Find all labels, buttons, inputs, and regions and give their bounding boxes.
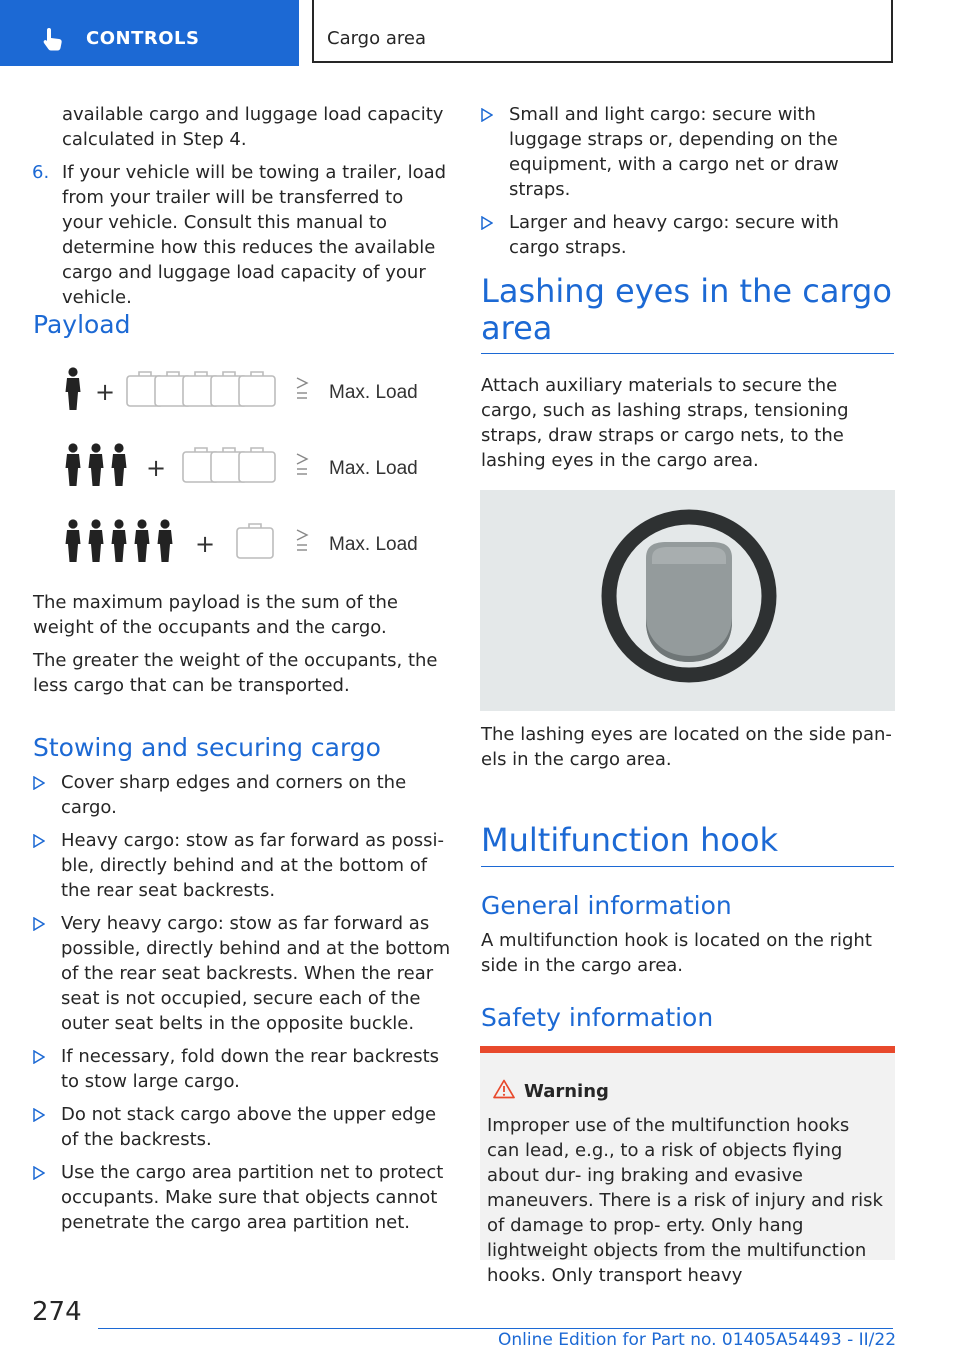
lashing-heading-line-2: area [481, 309, 553, 347]
svg-text:+: + [195, 530, 216, 558]
person-icon [158, 519, 173, 562]
payload-heading: Payload [33, 310, 131, 339]
heading-rule [481, 866, 894, 867]
footer-rule [98, 1328, 893, 1329]
step-continuation [62, 102, 447, 152]
box-icon [237, 524, 273, 558]
less-equal-icon [297, 530, 307, 550]
hand-icon [40, 26, 66, 52]
heading-rule [481, 353, 894, 354]
bullet-triangle-icon [33, 776, 45, 790]
list-item-text: Small and light cargo: secure with luggage straps or, depending on the equipment, with a cargo net or draw straps. [509, 104, 839, 200]
list-item-text: Heavy cargo: stow as far forward as possi‐ ble, directly behind and at the bottom of the rear seat backrests. [61, 830, 444, 901]
list-item-text: If necessary, fold down the rear backrests to stow large cargo. [61, 1046, 440, 1092]
svg-text:+: + [146, 454, 167, 482]
stowing-heading: Stowing and securing cargo [33, 733, 381, 762]
lashing-eye-image [480, 490, 895, 711]
warning-box [480, 1046, 895, 1286]
list-item [33, 911, 451, 1036]
safety-info-heading: Safety information [481, 1003, 714, 1032]
bullet-triangle-icon [33, 834, 45, 848]
list-item-text: Larger and heavy cargo: secure with cargo straps. [509, 212, 839, 258]
list-item [33, 1044, 451, 1094]
lashing-heading-line-1: Lashing eyes in the cargo [481, 272, 892, 310]
list-item [33, 828, 451, 903]
person-icon [89, 519, 104, 562]
lashing-heading [481, 273, 893, 347]
warning-triangle-icon [493, 1079, 515, 1099]
payload-illustration [33, 362, 453, 572]
step-continuation-text: available cargo and luggage load capacity calculated in Step 4. [62, 104, 444, 150]
person-icon [66, 367, 81, 410]
person-icon [66, 519, 81, 562]
list-item [33, 1160, 451, 1235]
payload-paragraph-1: The maximum payload is the sum of the weight of the occupants and the cargo. [33, 592, 398, 638]
list-item-text: Very heavy cargo: stow as far forward as possible, directly behind and at the bottom of the rear seat backrests. When the rear seat is not occupied, secure each of the outer seat belts in the opposite buckle. [61, 913, 451, 1034]
chapter-title: Cargo area [327, 28, 426, 49]
payload-paragraph-2: The greater the weight of the occupants, the less cargo that can be transported. [33, 650, 438, 696]
bullet-triangle-icon [33, 917, 45, 931]
box-icon [239, 372, 275, 406]
person-icon [135, 519, 150, 562]
bullet-triangle-icon [33, 1108, 45, 1122]
list-item-text: Cover sharp edges and corners on the cargo. [61, 772, 407, 818]
lashing-paragraph-2: The lashing eyes are located on the side pan‐ els in the cargo area. [481, 724, 892, 770]
payload-row-2-label: Max. Load [329, 458, 418, 479]
less-equal-icon [297, 454, 307, 474]
box-icon [239, 448, 275, 482]
list-item-text: Use the cargo area partition net to protect occupants. Make sure that objects cannot penetrate the cargo area partition net. [61, 1162, 444, 1233]
bullet-triangle-icon [481, 216, 493, 230]
lashing-intro [481, 373, 895, 473]
warning-title: Warning [524, 1081, 609, 1102]
section-tab[interactable] [0, 0, 299, 66]
less-equal-icon [297, 378, 307, 398]
list-item [481, 210, 893, 260]
chapter-header [312, 0, 893, 63]
bullet-triangle-icon [481, 108, 493, 122]
step-6-text: If your vehicle will be towing a trailer, load from your trailer will be transferred to your vehicle. Consult this manual to determine how this reduces the available cargo and luggage load capacity of your vehicle. [62, 162, 447, 308]
section-label: CONTROLS [86, 28, 200, 49]
list-item-text: Do not stack cargo above the upper edge of the backrests. [61, 1104, 437, 1150]
payload-row-1-label: Max. Load [329, 382, 418, 403]
list-item [481, 102, 893, 202]
lashing-location [481, 722, 895, 772]
bullet-triangle-icon [33, 1166, 45, 1180]
person-icon [112, 519, 127, 562]
multifunction-heading: Multifunction hook [481, 821, 779, 859]
svg-text:+: + [95, 378, 116, 406]
page-number: 274 [32, 1297, 82, 1327]
step-6-number: 6. [32, 162, 50, 183]
lashing-paragraph-1: Attach auxiliary materials to secure the cargo, such as lashing straps, tensioning straps, draw straps or cargo nets, to the lashing eyes in the cargo area. [481, 375, 849, 471]
footer-edition: Online Edition for Part no. 01405A54493 - II/22 [498, 1330, 897, 1350]
general-info [481, 928, 893, 978]
cargo-list [481, 102, 893, 260]
payload-row-3-label: Max. Load [329, 534, 418, 555]
general-info-text: A multifunction hook is located on the right side in the cargo area. [481, 930, 872, 976]
person-icon [66, 443, 81, 486]
list-item [33, 770, 451, 820]
person-icon [89, 443, 104, 486]
bullet-triangle-icon [33, 1050, 45, 1064]
step-6 [32, 160, 447, 310]
warning-text: Improper use of the multifunction hooks can lead, e.g., to a risk of objects flying about dur‐ ing braking and evasive maneuvers. There is a risk of injury and risk of damage to prop‐ erty. Only hang lightweight objects from the multifunction hooks. Only transport heavy [487, 1115, 883, 1286]
payload-description [33, 590, 448, 698]
person-icon [112, 443, 127, 486]
stowing-list [33, 770, 451, 1235]
general-info-heading: General information [481, 891, 732, 920]
list-item [33, 1102, 451, 1152]
